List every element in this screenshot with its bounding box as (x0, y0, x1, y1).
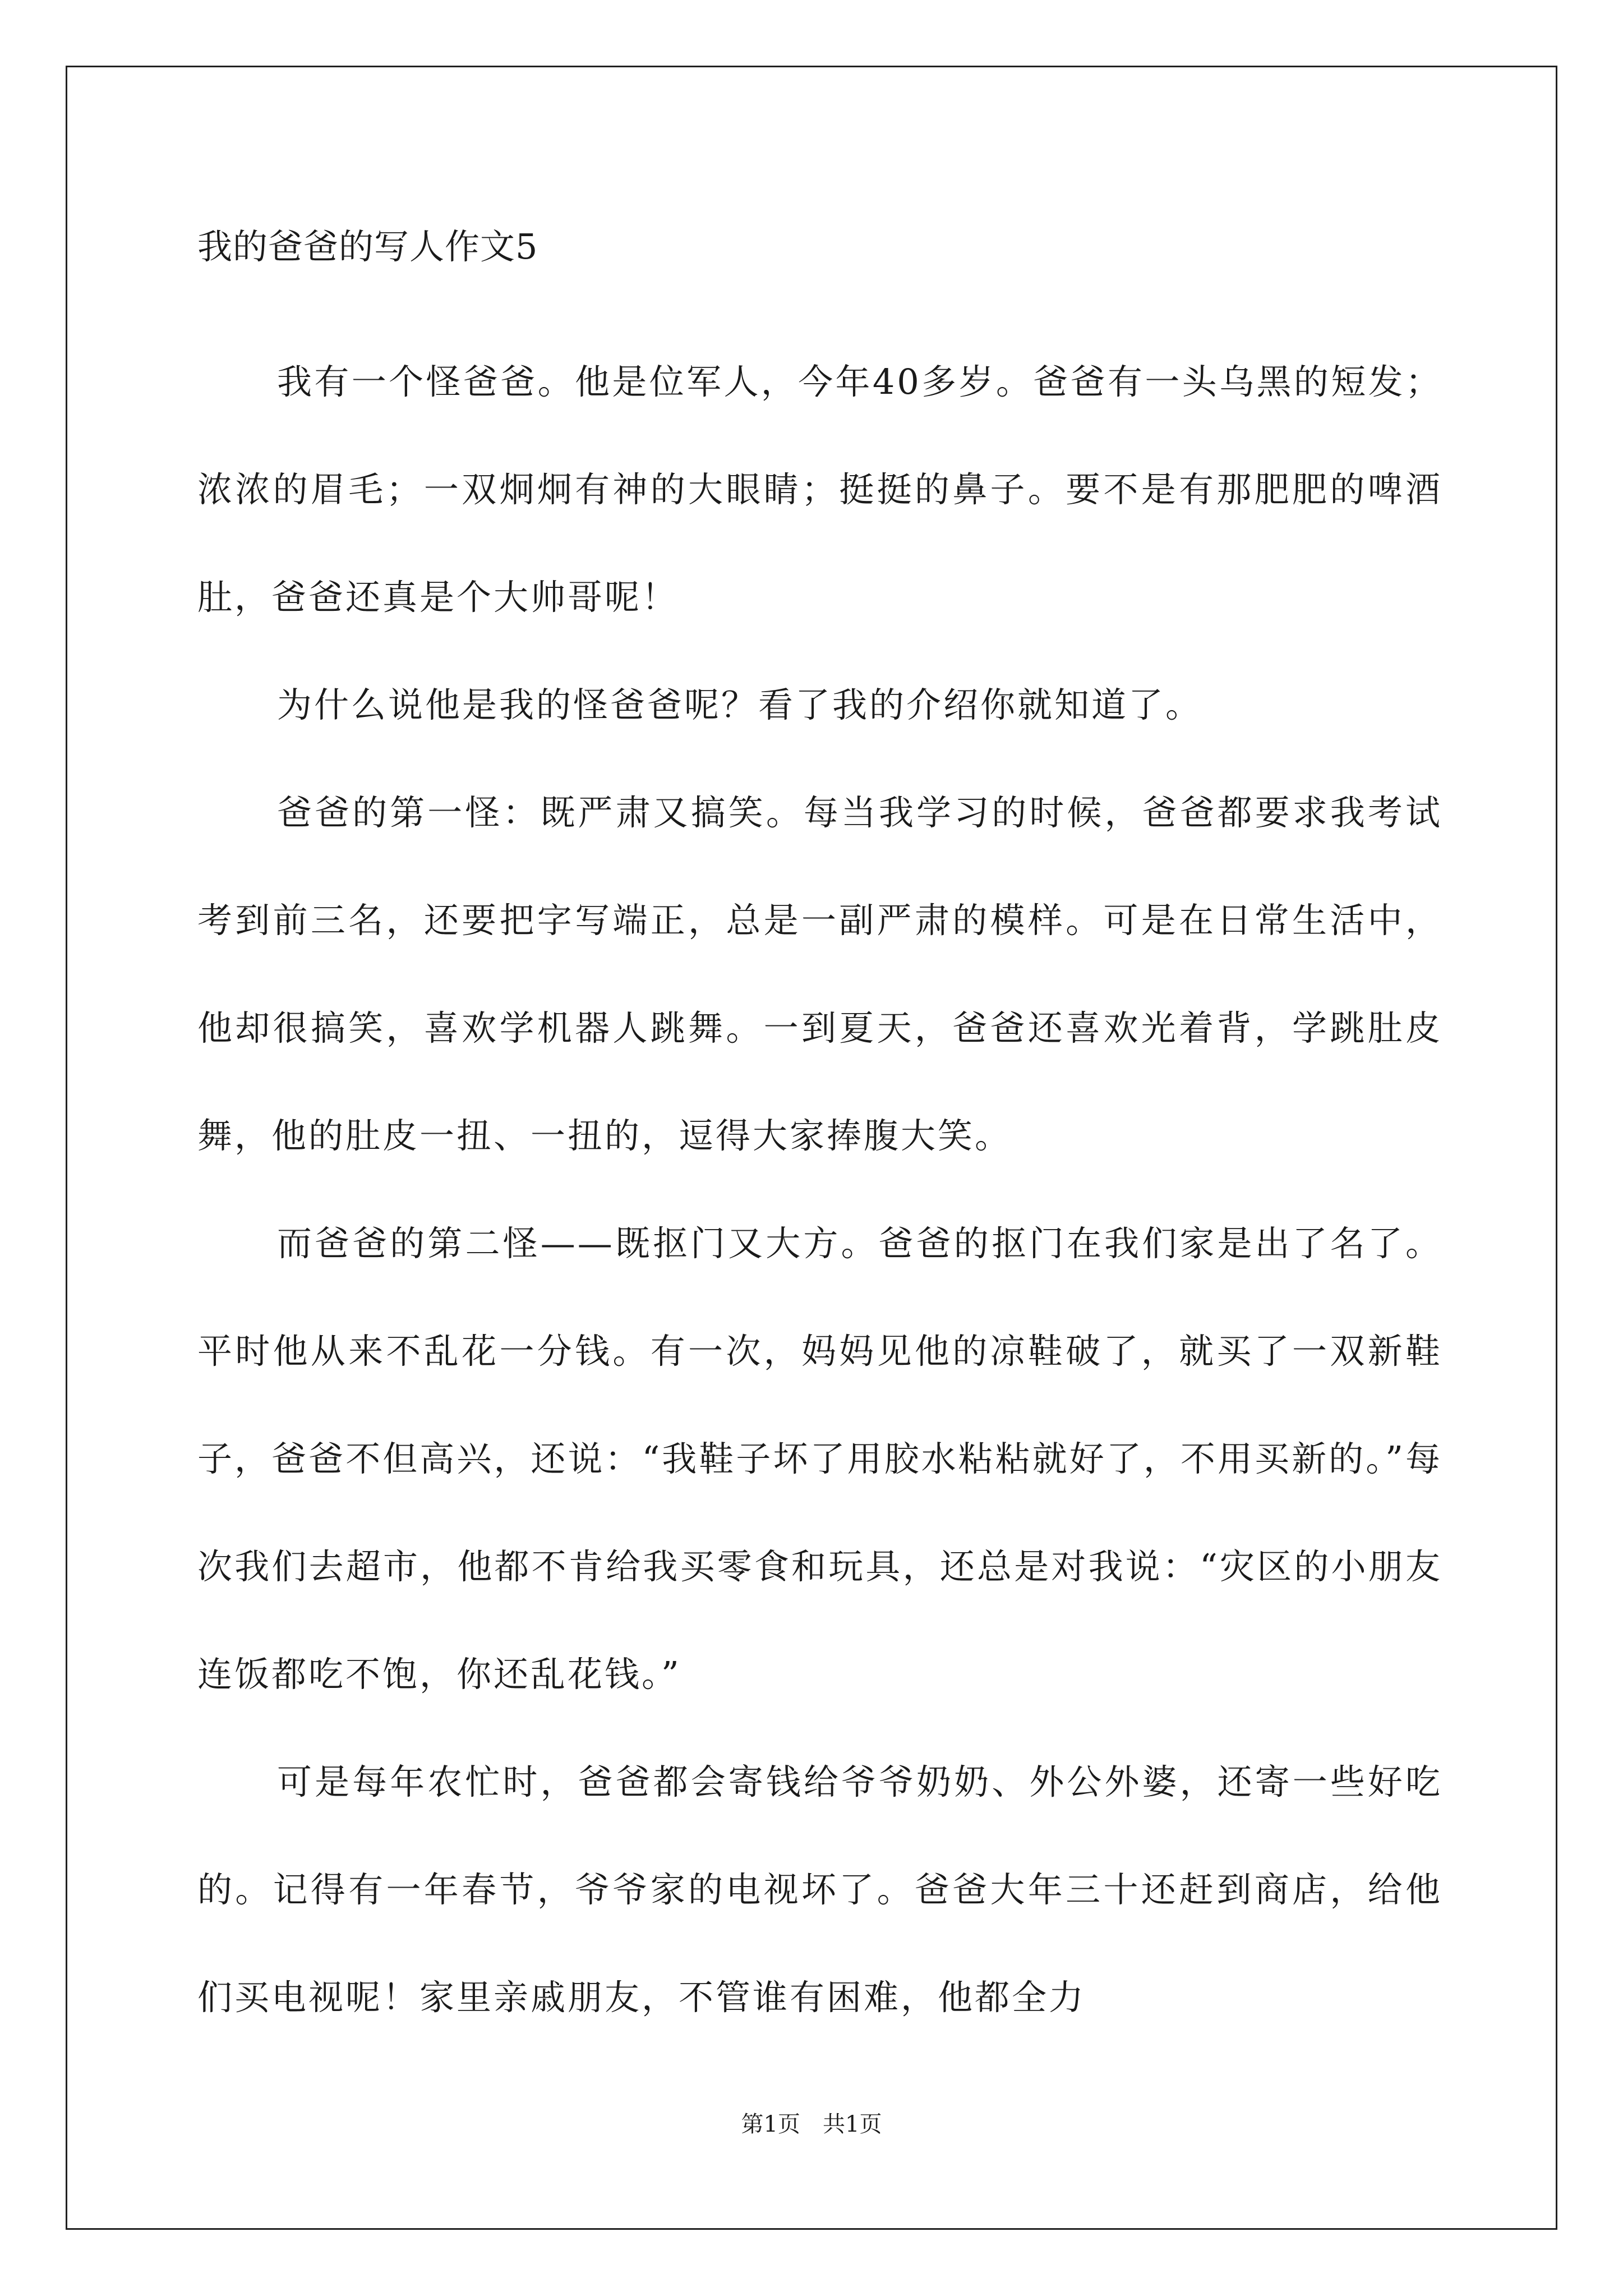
paragraph: 爸爸的第一怪：既严肃又搞笑。每当我学习的时候，爸爸都要求我考试考到前三名，还要把字写端正，总是一副严肃的模样。可是在日常生活中，他却很搞笑，喜欢学机器人跳舞。一到夏天，爸爸还喜欢光着背，学跳肚皮舞，他的肚皮一扭、一扭的，逗得大家捧腹大笑。 (197, 792, 1442, 1156)
document-body (197, 222, 1442, 2051)
page-number-footer: 第1页 共1页 (741, 2111, 882, 2137)
paragraph: 可是每年农忙时，爸爸都会寄钱给爷爷奶奶、外公外婆，还寄一些好吃的。记得有一年春节，爷爷家的电视坏了。爸爸大年三十还赶到商店，给他们买电视呢！家里亲戚朋友，不管谁有困难，他都全力 (197, 1761, 1442, 2018)
paragraph: 而爸爸的第二怪——既抠门又大方。爸爸的抠门在我们家是出了名了。平时他从来不乱花一分钱。有一次，妈妈见他的凉鞋破了，就买了一双新鞋子，爸爸不但高兴，还说：“我鞋子坏了用胶水粘粘就好了，不用买新的。”每次我们去超市，他都不肯给我买零食和玩具，还总是对我说：“灾区的小朋友连饭都吃不饱，你还乱花钱。” (197, 1223, 1442, 1695)
paragraph: 我有一个怪爸爸。他是位军人，今年40多岁。爸爸有一头乌黑的短发；浓浓的眉毛；一双炯炯有神的大眼睛；挺挺的鼻子。要不是有那肥肥的啤酒肚，爸爸还真是个大帅哥呢！ (197, 361, 1442, 618)
document-title: 我的爸爸的写人作文5 (197, 226, 538, 267)
paragraph: 为什么说他是我的怪爸爸呢？看了我的介绍你就知道了。 (277, 684, 1203, 725)
